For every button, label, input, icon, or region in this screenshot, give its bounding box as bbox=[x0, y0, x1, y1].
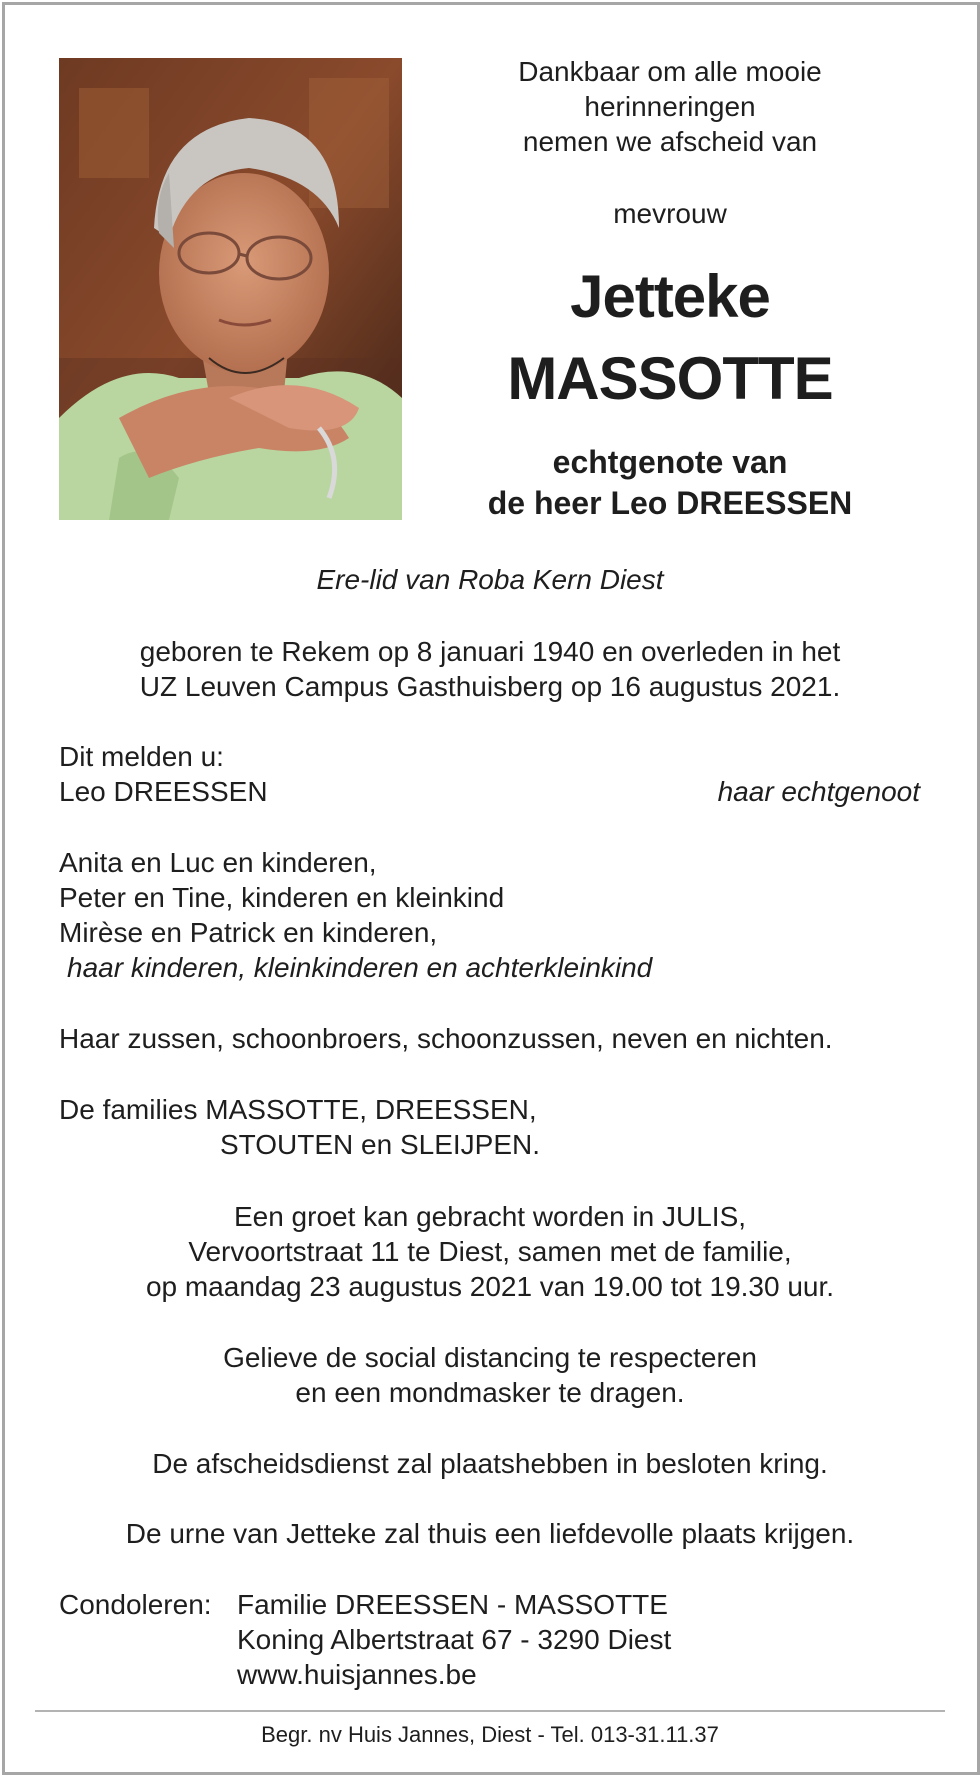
visitation-line-3: op maandag 23 augustus 2021 van 19.00 tot 19.30 uur. bbox=[145, 1271, 835, 1302]
honorary-membership: Ere-lid van Roba Kern Diest bbox=[316, 564, 664, 595]
birth-line: geboren te Rekem op 8 januari 1940 en overleden in het bbox=[139, 636, 841, 667]
portrait-photo bbox=[59, 58, 402, 520]
spouse-name: Leo DREESSEN bbox=[59, 776, 268, 807]
spouse-line-1: echtgenote van bbox=[552, 444, 788, 480]
footer-divider bbox=[35, 1710, 945, 1712]
condolences-address bbox=[237, 1587, 671, 1692]
intro-line-3: nemen we afscheid van bbox=[522, 126, 818, 157]
announcers-heading: Dit melden u: bbox=[59, 741, 224, 772]
birth-death-info bbox=[0, 634, 980, 704]
children-role: haar kinderen, kleinkinderen en achterkleinkind bbox=[67, 952, 653, 983]
funeral-home-footer: Begr. nv Huis Jannes, Diest - Tel. 013-31.11.37 bbox=[261, 1722, 719, 1747]
families-line-2: STOUTEN en SLEIJPEN. bbox=[220, 1129, 541, 1160]
list-item: Peter en Tine, kinderen en kleinkind bbox=[59, 882, 505, 913]
children-list bbox=[59, 845, 652, 985]
spouse-info bbox=[440, 442, 900, 524]
distancing-line-1: Gelieve de social distancing te respecteren bbox=[223, 1342, 757, 1373]
service-notice: De afscheidsdienst zal plaatshebben in besloten kring. bbox=[152, 1448, 828, 1479]
siblings-line: Haar zussen, schoonbroers, schoonzussen, neven en nichten. bbox=[59, 1023, 833, 1054]
spouse-line-2: de heer Leo DREESSEN bbox=[487, 485, 853, 521]
intro-text bbox=[460, 54, 880, 159]
families-line-1: De families MASSOTTE, DREESSEN, bbox=[59, 1094, 537, 1125]
deceased-last-name: MASSOTTE bbox=[507, 345, 833, 412]
intro-line-1: Dankbaar om alle mooie bbox=[518, 56, 822, 87]
list-item: Anita en Luc en kinderen, bbox=[59, 847, 377, 878]
condolences-label: Condoleren: bbox=[59, 1589, 212, 1620]
title-word: mevrouw bbox=[613, 198, 727, 229]
distancing-line-2: en een mondmasker te dragen. bbox=[295, 1377, 685, 1408]
death-line: UZ Leuven Campus Gasthuisberg op 16 augustus 2021. bbox=[139, 671, 841, 702]
visitation-line-2: Vervoortstraat 11 te Diest, samen met de familie, bbox=[188, 1236, 792, 1267]
deceased-first-name: Jetteke bbox=[570, 263, 770, 330]
condolences-family: Familie DREESSEN - MASSOTTE bbox=[237, 1589, 668, 1620]
distancing-notice bbox=[0, 1340, 980, 1410]
visitation-info bbox=[0, 1199, 980, 1304]
list-item: Mirèse en Patrick en kinderen, bbox=[59, 917, 438, 948]
visitation-line-1: Een groet kan gebracht worden in JULIS, bbox=[233, 1201, 747, 1232]
condolences-website-link[interactable]: www.huisjannes.be bbox=[237, 1659, 477, 1690]
spouse-role: haar echtgenoot bbox=[717, 776, 920, 807]
urn-notice: De urne van Jetteke zal thuis een liefdevolle plaats krijgen. bbox=[125, 1518, 855, 1549]
intro-line-2: herinneringen bbox=[584, 91, 756, 122]
condolences-street: Koning Albertstraat 67 - 3290 Diest bbox=[237, 1624, 672, 1655]
